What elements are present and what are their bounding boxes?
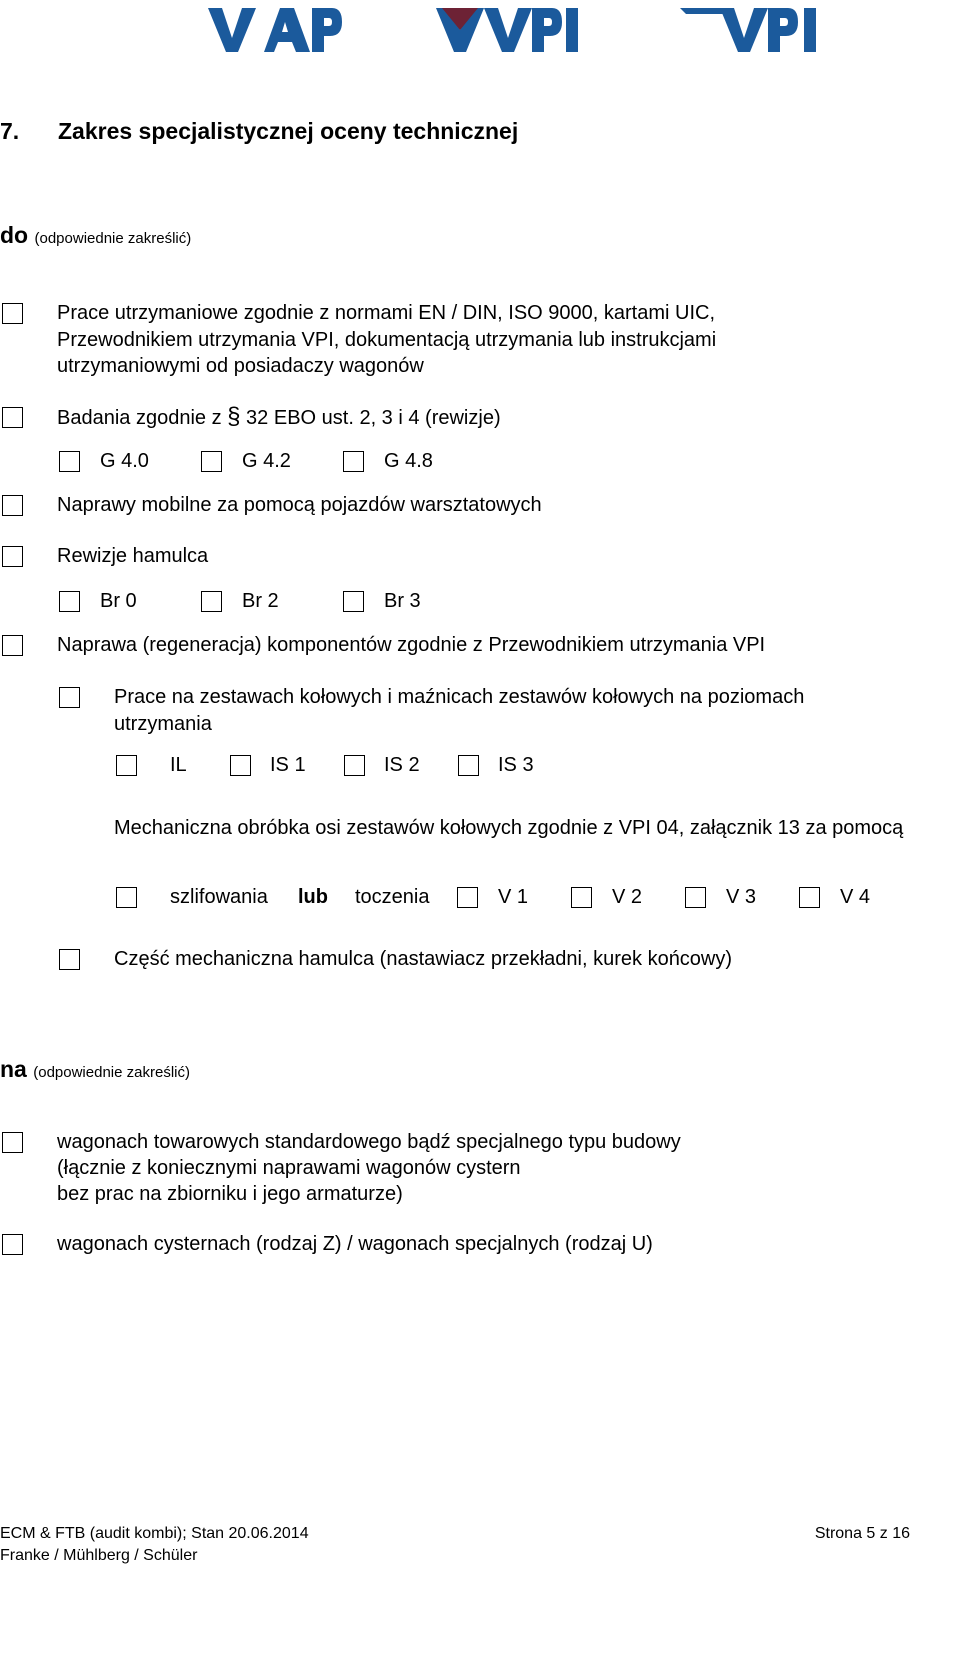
label-g40: G 4.0 <box>100 450 149 472</box>
label-is1: IS 1 <box>270 754 306 776</box>
do-hint: (odpowiednie zakreślić) <box>34 230 192 247</box>
section-number: 7. <box>0 118 20 144</box>
section-do-label <box>0 222 191 249</box>
na-label: na <box>0 1056 27 1082</box>
label-szlifowania: szlifowania <box>170 886 268 908</box>
footer-left-line1: ECM & FTB (audit kombi); Stan 20.06.2014 <box>0 1525 309 1542</box>
paragraph-sign: § <box>227 403 241 430</box>
label-prace-zestawy: Prace na zestawach kołowych i maźnicach zestawów kołowych na poziomach utrzymania <box>114 686 805 735</box>
label-br2: Br 2 <box>242 590 279 612</box>
label-rewizje-hamulca: Rewizje hamulca <box>57 545 209 567</box>
label-naprawa-komponentow: Naprawa (regeneracja) komponentów zgodnie z Przewodnikiem utrzymania VPI <box>57 634 766 656</box>
label-wagony-towarowe-line1: wagonach towarowych standardowego bądź specjalnego typu budowy <box>57 1131 681 1153</box>
checkbox-wagony-cysterny[interactable] <box>2 1234 23 1255</box>
checkbox-prace-utrzymaniowe[interactable] <box>2 303 23 324</box>
checkbox-rewizje-hamulca[interactable] <box>2 546 23 567</box>
label-prace-utrzymaniowe: Prace utrzymaniowe zgodnie z normami EN / DIN, ISO 9000, kartami UIC, Przewodnikiem utrzymania VPI, dokumentacją utrzymania lub instrukcjami utrzymaniowymi od posiadaczy wagonów <box>57 302 717 377</box>
section-na-label <box>0 1056 190 1083</box>
label-br0: Br 0 <box>100 590 137 612</box>
checkbox-br2[interactable] <box>201 591 222 612</box>
section-title: Zakres specjalistycznej oceny technicznej <box>58 118 519 144</box>
checkbox-v4[interactable] <box>799 887 820 908</box>
checkbox-il[interactable] <box>116 755 137 776</box>
checkbox-szlifowania[interactable] <box>116 887 137 908</box>
label-is2: IS 2 <box>384 754 420 776</box>
checkbox-v3[interactable] <box>685 887 706 908</box>
label-g48: G 4.8 <box>384 450 433 472</box>
checkbox-g48[interactable] <box>343 451 364 472</box>
label-lub: lub <box>298 886 328 908</box>
checkbox-naprawa-komponentow[interactable] <box>2 635 23 656</box>
label-toczenia: toczenia <box>355 886 430 908</box>
checkbox-naprawy-mobilne[interactable] <box>2 495 23 516</box>
footer-page-number: Strona 5 z 16 <box>814 1525 910 1542</box>
vpi-logo-right <box>680 4 820 54</box>
label-czesc-mechaniczna: Część mechaniczna hamulca (nastawiacz przekładni, kurek końcowy) <box>114 948 733 970</box>
footer-left-line2: Franke / Mühlberg / Schüler <box>0 1547 198 1564</box>
label-wagony-towarowe-line2: (łącznie z koniecznymi naprawami wagonów cystern <box>57 1157 521 1179</box>
checkbox-v1[interactable] <box>457 887 478 908</box>
label-v3: V 3 <box>726 886 757 908</box>
label-wagony-towarowe-line3: bez prac na zbiorniku i jego armaturze) <box>57 1183 403 1205</box>
label-mechaniczna-obrobka: Mechaniczna obróbka osi zestawów kołowych zgodnie z VPI 04, załącznik 13 za pomocą <box>114 817 904 839</box>
checkbox-v2[interactable] <box>571 887 592 908</box>
label-g42: G 4.2 <box>242 450 291 472</box>
label-br3: Br 3 <box>384 590 421 612</box>
vpi-logo-center <box>436 4 582 54</box>
label-badania: Badania zgodnie z § 32 EBO ust. 2, 3 i 4 (rewizje) <box>57 403 501 430</box>
checkbox-is1[interactable] <box>230 755 251 776</box>
checkbox-czesc-mechaniczna[interactable] <box>59 949 80 970</box>
checkbox-is2[interactable] <box>344 755 365 776</box>
checkbox-badania[interactable] <box>2 407 23 428</box>
checkbox-wagony-towarowe[interactable] <box>2 1132 23 1153</box>
do-label: do <box>0 222 29 248</box>
label-wagony-cysterny: wagonach cysternach (rodzaj Z) / wagonach specjalnych (rodzaj U) <box>57 1233 653 1255</box>
na-hint: (odpowiednie zakreślić) <box>33 1064 190 1081</box>
checkbox-br0[interactable] <box>59 591 80 612</box>
checkbox-prace-zestawy[interactable] <box>59 687 80 708</box>
checkbox-br3[interactable] <box>343 591 364 612</box>
label-il: IL <box>170 754 187 776</box>
label-v2: V 2 <box>612 886 643 908</box>
checkbox-is3[interactable] <box>458 755 479 776</box>
label-is3: IS 3 <box>498 754 534 776</box>
label-v1: V 1 <box>498 886 529 908</box>
vap-logo <box>208 4 342 54</box>
checkbox-g40[interactable] <box>59 451 80 472</box>
label-v4: V 4 <box>840 886 871 908</box>
label-naprawy-mobilne: Naprawy mobilne za pomocą pojazdów warsztatowych <box>57 494 542 516</box>
checkbox-g42[interactable] <box>201 451 222 472</box>
